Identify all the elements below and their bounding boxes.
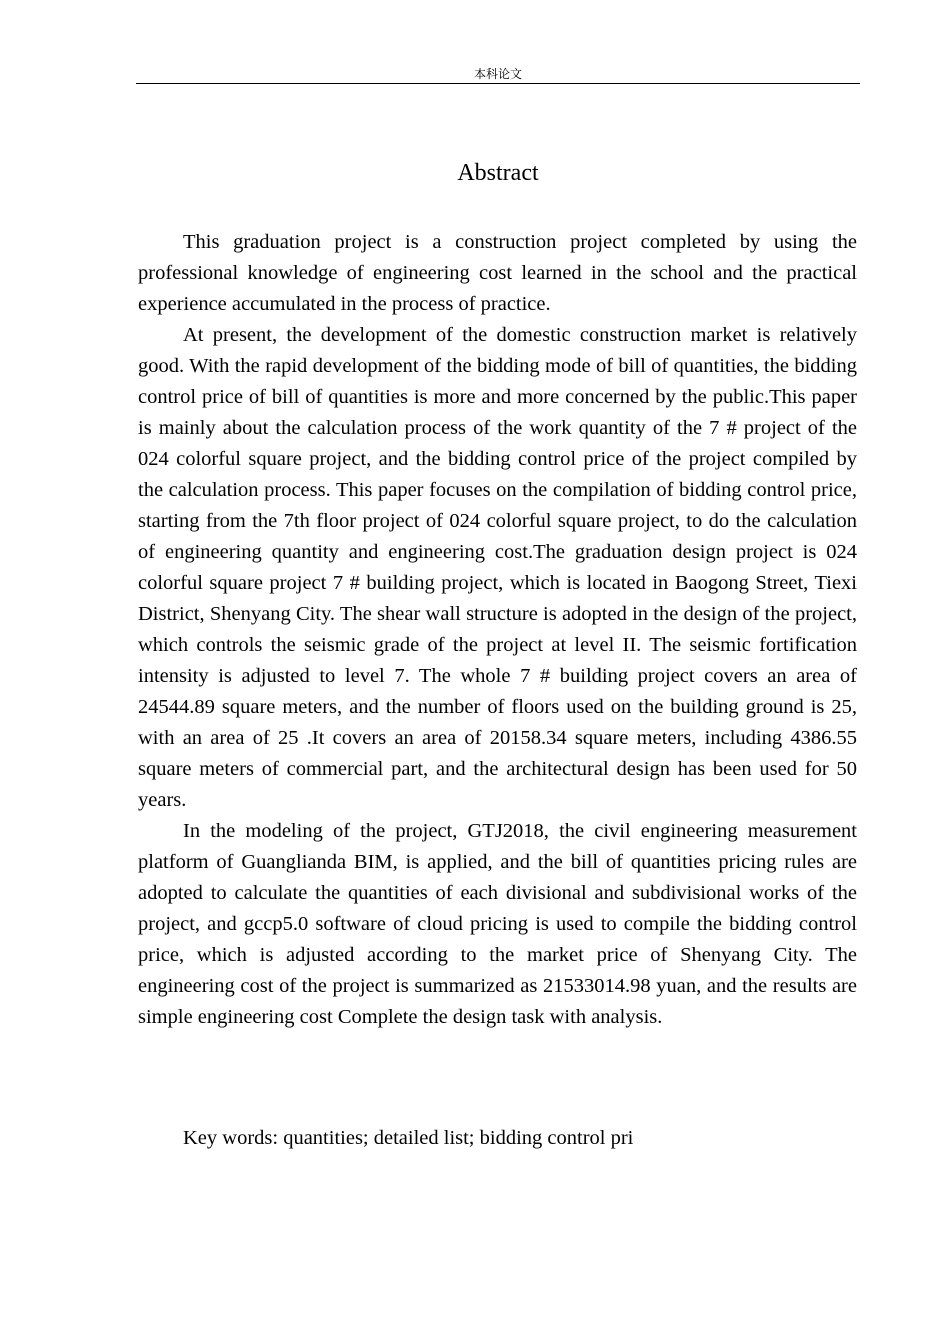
abstract-body [138,227,857,1033]
header-divider [136,83,860,84]
abstract-paragraph-2: At present, the development of the domestic construction market is relatively good. With the rapid development of the bidding mode of bill of quantities, the bidding control price of bill of quantities is more and more concerned by the public.This paper is mainly about the calculation process of the work quantity of the 7 # project of the 024 colorful square project, and the bidding control price of the project compiled by the calculation process. This paper focuses on the compilation of bidding control price, starting from the 7th floor project of 024 colorful square project, to do the calculation of engineering quantity and engineering cost.The graduation design project is 024 colorful square project 7 # building project, which is located in Baogong Street, Tiexi District, Shenyang City. The shear wall structure is adopted in the design of the project, which controls the seismic grade of the project at level II. The seismic fortification intensity is adjusted to level 7. The whole 7 # building project covers an area of 24544.89 square meters, and the number of floors used on the building ground is 25, with an area of 25 .It covers an area of 20158.34 square meters, including 4386.55 square meters of commercial part, and the architectural design has been used for 50 years. [138,324,857,811]
abstract-heading: Abstract [457,160,539,186]
abstract-paragraph-1: This graduation project is a construction project completed by using the professional knowledge of engineering cost learned in the school and the practical experience accumulated in the process of practice. [138,231,857,315]
keywords-line: Key words: quantities; detailed list; bidding control pri [183,1127,634,1149]
running-header: 本科论文 [473,67,522,81]
abstract-paragraph-3: In the modeling of the project, GTJ2018, the civil engineering measurement platform of Guanglianda BIM, is applied, and the bill of quantities pricing rules are adopted to calculate the quantities of each divisional and subdivisional works of the project, and gccp5.0 software of cloud pricing is used to compile the bidding control price, which is adjusted according to the market price of Shenyang City. The engineering cost of the project is summarized as 21533014.98 yuan, and the results are simple engineering cost Complete the design task with analysis. [138,820,857,1028]
